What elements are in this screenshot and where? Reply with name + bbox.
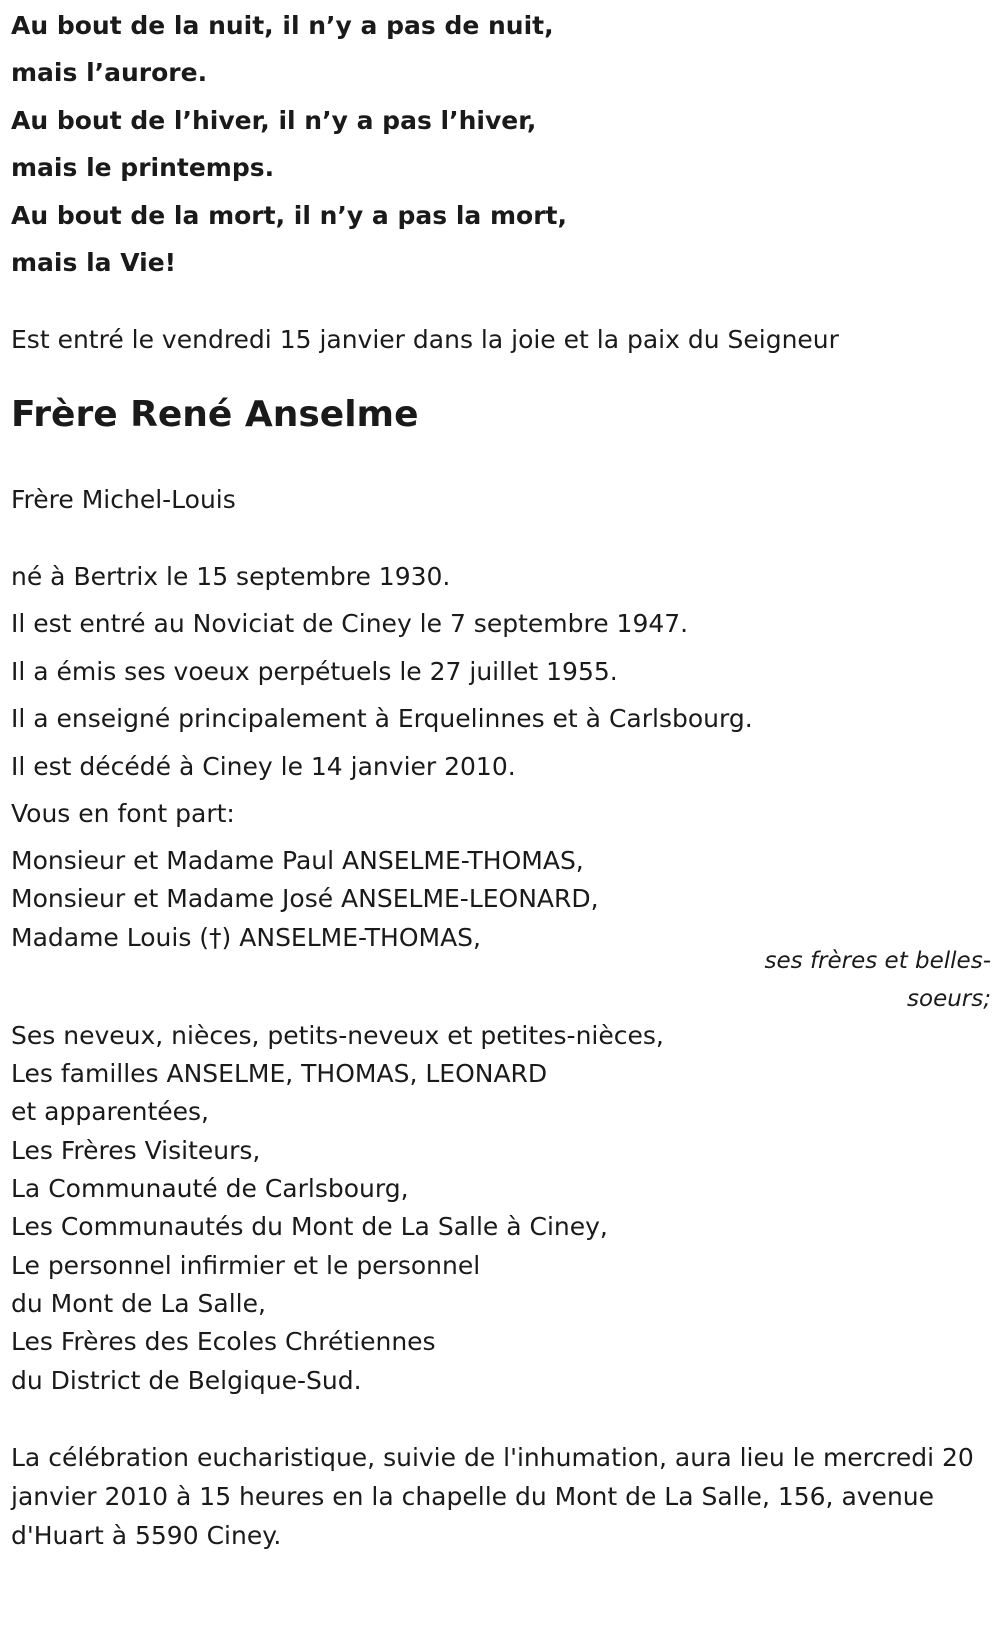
religious-name: Frère Michel-Louis [11, 485, 236, 514]
announce-intro: Vous en font part: [11, 799, 235, 828]
relative-line-10: du District de Belgique-Sud. [11, 1366, 362, 1395]
relative-line-2: Les familles ANSELME, THOMAS, LEONARD [11, 1059, 548, 1088]
sibling-line-2: Monsieur et Madame José ANSELME-LEONARD, [11, 884, 599, 913]
sibling-line-3: Madame Louis (†) ANSELME-THOMAS, [11, 923, 481, 952]
siblings-note: ses frères et belles-soeurs; [764, 948, 991, 1012]
poem-line-3: Au bout de l’hiver, il n’y a pas l’hiver, [11, 106, 537, 135]
poem-line-2: mais l’aurore. [11, 58, 208, 87]
poem-line-1: Au bout de la nuit, il n’y a pas de nuit, [11, 11, 554, 40]
poem-line-6: mais la Vie! [11, 248, 177, 277]
bio-line-5: Il est décédé à Ciney le 14 janvier 2010. [11, 752, 516, 781]
poem-line-4: mais le printemps. [11, 153, 275, 182]
relative-line-3: et apparentées, [11, 1097, 209, 1126]
relative-line-5: La Communauté de Carlsbourg, [11, 1174, 409, 1203]
relative-line-9: Les Frères des Ecoles Chrétiennes [11, 1327, 436, 1356]
bio-line-1: né à Bertrix le 15 septembre 1930. [11, 562, 451, 591]
ceremony-paragraph: La célébration eucharistique, suivie de l'inhumation, aura lieu le mercredi 20 janvier 2010 à 15 heures en la chapelle du Mont de La Salle, 156, avenue d'Huart à 5590 Ciney. [11, 1443, 974, 1550]
sibling-line-1: Monsieur et Madame Paul ANSELME-THOMAS, [11, 846, 584, 875]
relative-line-1: Ses neveux, nièces, petits-neveux et petites-nièces, [11, 1021, 664, 1050]
bio-line-3: Il a émis ses voeux perpétuels le 27 juillet 1955. [11, 657, 618, 686]
deceased-name: Frère René Anselme [11, 394, 419, 435]
relative-line-6: Les Communautés du Mont de La Salle à Ciney, [11, 1212, 608, 1241]
entered-line: Est entré le vendredi 15 janvier dans la joie et la paix du Seigneur [11, 325, 839, 354]
relative-line-7: Le personnel infirmier et le personnel [11, 1251, 481, 1280]
bio-line-2: Il est entré au Noviciat de Ciney le 7 septembre 1947. [11, 609, 689, 638]
relative-line-4: Les Frères Visiteurs, [11, 1136, 261, 1165]
relative-line-8: du Mont de La Salle, [11, 1289, 266, 1318]
bio-line-4: Il a enseigné principalement à Erquelinnes et à Carlsbourg. [11, 704, 753, 733]
poem-line-5: Au bout de la mort, il n’y a pas la mort, [11, 201, 567, 230]
